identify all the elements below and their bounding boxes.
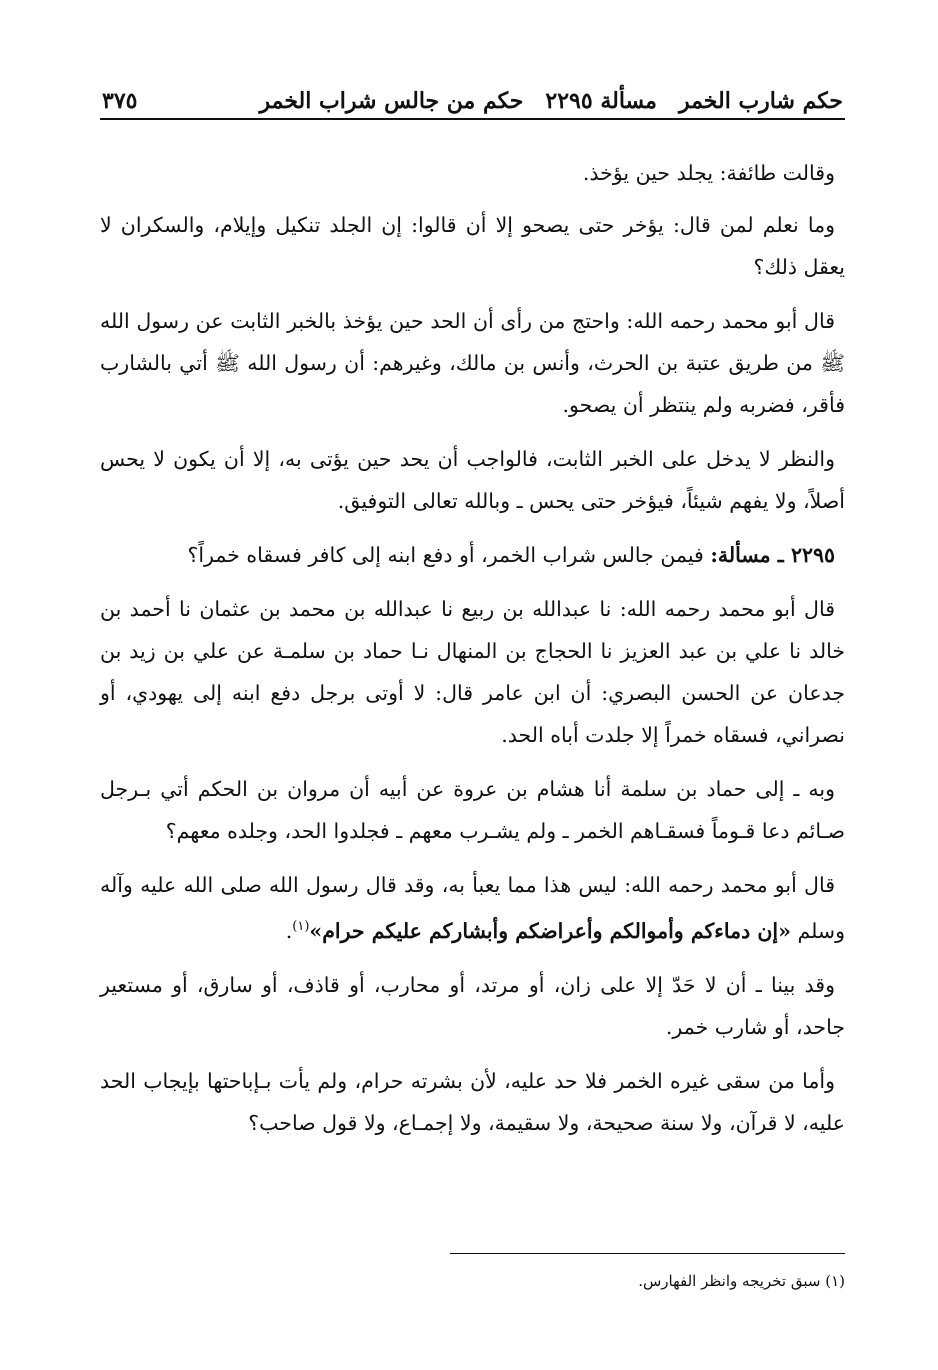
footnote: (١) سبق تخريجه وانظر الفهارس. — [638, 1272, 845, 1290]
masala-question: فيمن جالس شراب الخمر، أو دفع ابنه إلى كافر فسقاه خمراً؟ — [187, 543, 704, 567]
header-masala-number: مسألة ٢٢٩٥ — [545, 88, 657, 114]
paragraph: وقد بينا ـ أن لا حَدّ إلا على زان، أو مرتد، أو محارب، أو قاذف، أو سارق، أو مستعير جاحد، أو شارب خمر. — [100, 972, 845, 1039]
page — [100, 82, 845, 1156]
paragraph: وبه ـ إلى حماد بن سلمة أنا هشام بن عروة عن أبيه أن مروان بن الحكم أتي بـرجل صـائم دعا قـوماً فسقـاهم الخمر ـ ولم يشـرب معهم ـ فجلدوا الحد، وجلده معهم؟ — [100, 777, 845, 843]
hadith-end: . — [285, 918, 293, 943]
main-text — [100, 152, 845, 1144]
paragraph: قال أبو محمد رحمه الله: نا عبدالله بن ربيع نا عبدالله بن محمد بن عثمان نا أحمد بن خالد نا علي بن عبد العزيز نا الحجاج بن المنهال نـا حماد بن سلمـة عن علي بن زيد بن جدعان عن الحسن البصري: أن ابن عامر قال: لا أوتى برجل دفع ابنه إلى يهودي، أو نصراني، فسقاه خمراً إلا جلدت أباه الحد. — [100, 597, 845, 747]
header-titles — [260, 86, 844, 116]
paragraph: وقالت طائفة: يجلد حين يؤخذ. — [582, 161, 835, 185]
running-header — [100, 82, 845, 120]
page-number: ٣٧٥ — [102, 88, 138, 114]
paragraph: وأما من سقى غيره الخمر فلا حد عليه، لأن بشرته حرام، ولم يأت بـإباحتها بإيجاب الحد عليه، لا قرآن، ولا سنة صحيحة، ولا سقيمة، ولا إجمـاع، ولا قول صاحب؟ — [100, 1068, 845, 1135]
footnote-divider — [100, 1253, 845, 1254]
masala-number: ٢٢٩٥ ـ مسألة: — [710, 543, 835, 567]
masala-heading — [100, 534, 845, 576]
hadith-quote: «إن دماءكم وأموالكم وأعراضكم وأبشاركم عليكم حرام» — [309, 918, 791, 943]
header-section-title: حكم من جالس شراب الخمر — [259, 88, 524, 114]
footnote-ref: (١) — [292, 919, 310, 934]
hadith-paragraph — [100, 864, 845, 952]
paragraph: وما نعلم لمن قال: يؤخر حتى يصحو إلا أن قالوا: إن الجلد تنكيل وإيلام، والسكران لا يعقل ذلك؟ — [100, 213, 845, 279]
hadith-intro: قال أبو محمد رحمه الله: ليس هذا مما يعبأ به، وقد قال رسول الله صلى الله عليه وآله وسلم — [100, 873, 845, 943]
header-chapter-title: حكم شارب الخمر — [678, 88, 843, 114]
paragraph: والنظر لا يدخل على الخبر الثابت، فالواجب أن يحد حين يؤتى به، إلا أن يكون لا يحس أصلاً، ولا يفهم شيئاً، فيؤخر حتى يحس ـ وبالله تعالى التوفيق. — [100, 447, 845, 513]
paragraph: قال أبو محمد رحمه الله: واحتج من رأى أن الحد حين يؤخذ بالخبر الثابت عن رسول الله ﷺ من طريق عتبة بن الحرث، وأنس بن مالك، وغيرهم: أن رسول الله ﷺ أتي بالشارب فأقر، فضربه ولم ينتظر أن يصحو. — [100, 309, 845, 417]
